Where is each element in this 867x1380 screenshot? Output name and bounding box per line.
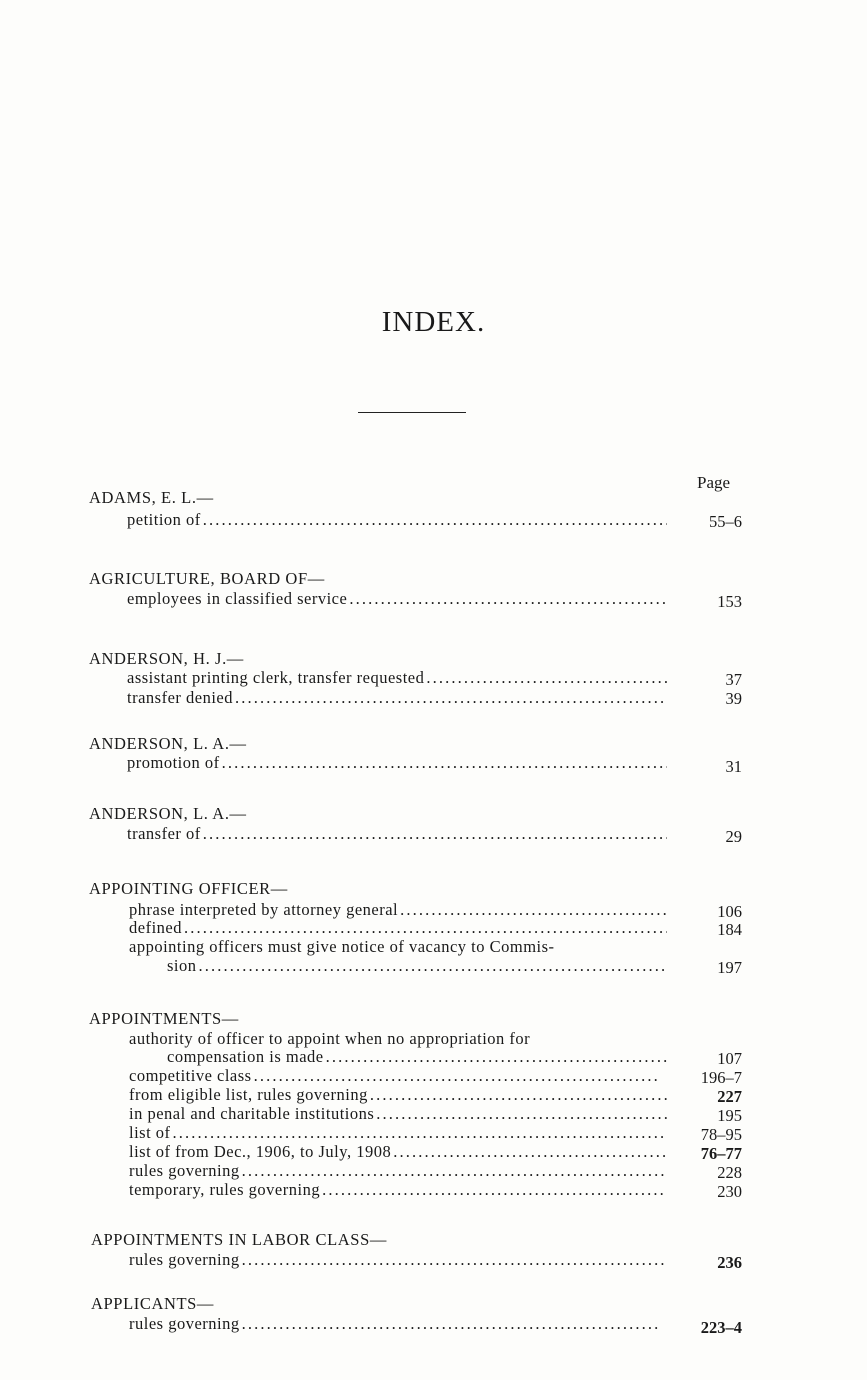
index-subentry: authority of officer to appoint when no appropriation for	[129, 1029, 531, 1048]
page-ref: 196–7	[700, 1068, 742, 1087]
page-ref: 29	[725, 827, 742, 846]
page-ref: 153	[717, 592, 742, 611]
page-ref: 184	[717, 920, 742, 939]
page-title: INDEX.	[381, 306, 486, 338]
page-ref: 107	[717, 1049, 742, 1068]
index-subentry: appointing officers must give notice of vacancy to Commis-	[129, 937, 555, 956]
index-heading: APPOINTING OFFICER—	[89, 879, 288, 898]
index-heading: APPOINTMENTS IN LABOR CLASS—	[91, 1230, 387, 1249]
index-subentry: from eligible list, rules governing . . .	[129, 1085, 667, 1105]
page-ref: 78–95	[700, 1125, 742, 1144]
page-column-header: Page	[697, 473, 731, 492]
page-ref: 195	[717, 1106, 742, 1125]
index-heading: ANDERSON, L. A.—	[89, 804, 247, 823]
page-ref: 37	[725, 670, 742, 689]
index-subentry: temporary, rules governing . . .	[129, 1180, 667, 1200]
page-ref: 230	[717, 1182, 742, 1201]
page-ref: 55–6	[709, 512, 742, 531]
page-ref: 31	[725, 757, 742, 776]
index-subentry: assistant printing clerk, transfer requested . . .	[127, 668, 667, 688]
index-subentry: compensation is made . . .	[167, 1047, 667, 1067]
index-subentry: defined . . .	[129, 918, 667, 938]
page-ref: 106	[717, 902, 742, 921]
page-ref: 197	[717, 958, 742, 977]
index-subentry: rules governing . . .	[129, 1250, 667, 1270]
page-ref: 223–4	[700, 1318, 742, 1337]
index-heading: APPLICANTS—	[91, 1294, 215, 1313]
index-subentry: phrase interpreted by attorney general . . .	[129, 900, 667, 920]
index-subentry: employees in classified service . . .	[127, 589, 667, 609]
index-subentry: sion . . .	[167, 956, 667, 976]
index-subentry: transfer denied . . .	[127, 688, 667, 708]
index-heading: ADAMS, E. L.—	[89, 488, 214, 507]
page-ref: 76–77	[700, 1144, 742, 1163]
index-heading: APPOINTMENTS—	[89, 1009, 239, 1028]
index-subentry: competitive class . . .	[129, 1066, 659, 1086]
index-subentry: promotion of . . .	[127, 753, 667, 773]
index-subentry: rules governing . . .	[129, 1314, 659, 1334]
index-subentry: list of from Dec., 1906, to July, 1908 . . .	[129, 1142, 667, 1162]
page-ref: 39	[725, 689, 742, 708]
index-subentry: list of . . .	[129, 1123, 667, 1143]
page-ref: 236	[717, 1253, 742, 1272]
index-heading: AGRICULTURE, BOARD OF—	[89, 569, 325, 588]
index-subentry: in penal and charitable institutions . . .	[129, 1104, 667, 1124]
page-ref: 227	[717, 1087, 742, 1106]
index-heading: ANDERSON, L. A.—	[89, 734, 247, 753]
index-subentry: rules governing . . .	[129, 1161, 667, 1181]
page-ref: 228	[717, 1163, 742, 1182]
title-rule	[358, 412, 466, 413]
index-heading: ANDERSON, H. J.—	[89, 649, 244, 668]
index-subentry: transfer of . . .	[127, 824, 667, 844]
index-subentry: petition of . . .	[127, 510, 667, 530]
